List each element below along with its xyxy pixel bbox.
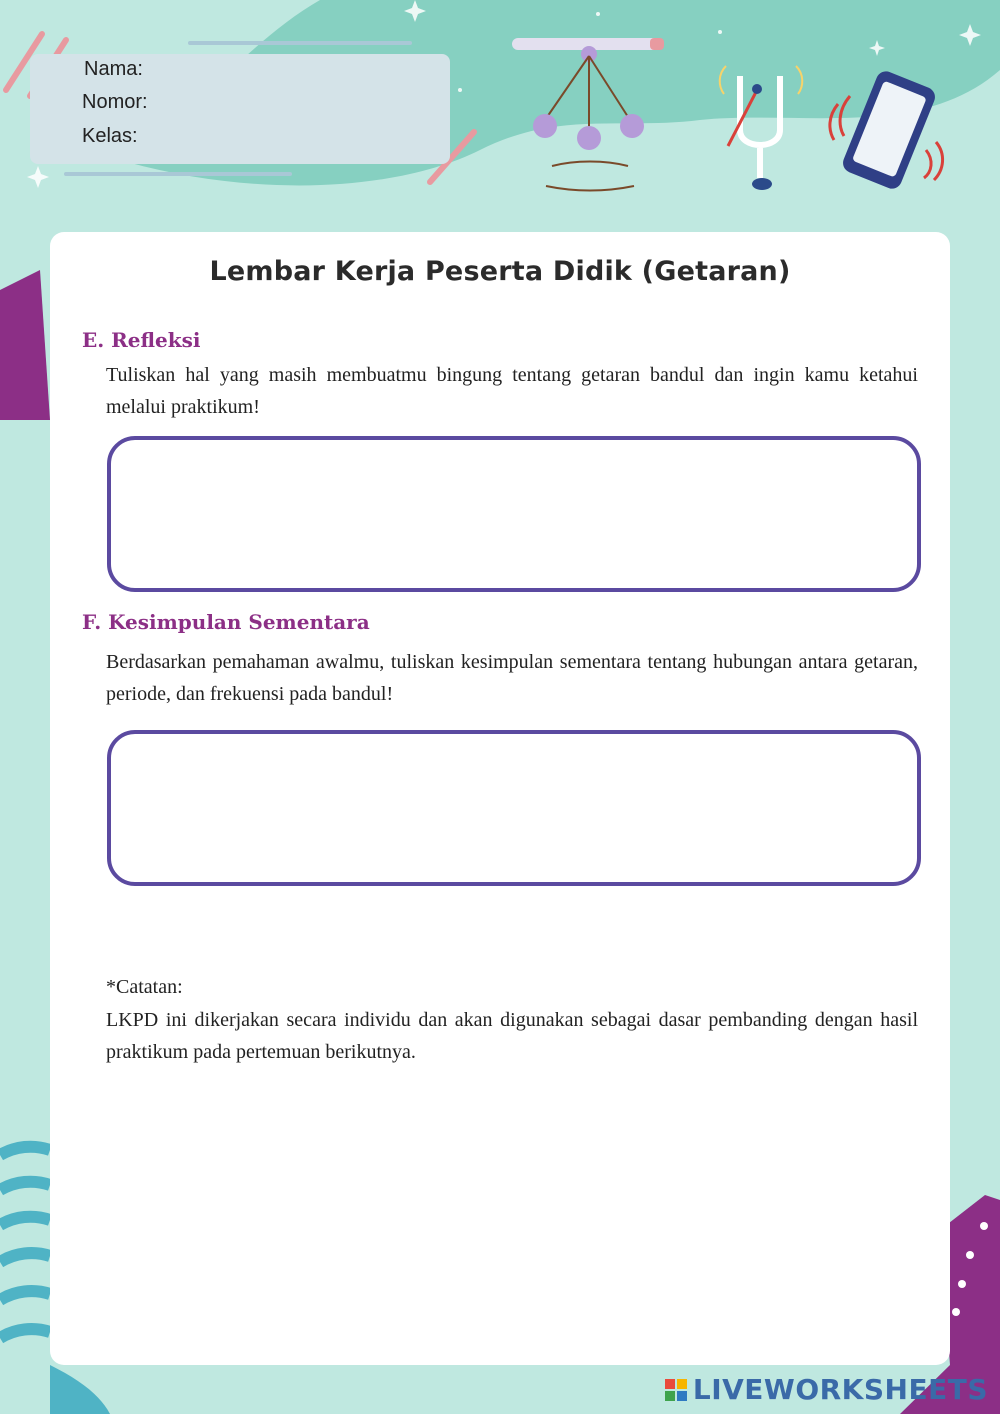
number-field-label: Nomor:: [82, 91, 148, 113]
section-prompt-kesimpulan: Berdasarkan pemahaman awalmu, tuliskan kesimpulan sementara tentang hubungan antara getaran, periode, dan frekuensi pada bandul!: [106, 651, 918, 705]
note-label: *Catatan:: [106, 976, 183, 998]
answer-box-refleksi[interactable]: [107, 436, 921, 592]
answer-box-kesimpulan[interactable]: [107, 730, 921, 886]
watermark-text: LIVEWORKSHEETS: [692, 1373, 988, 1406]
left-purple-blob: [0, 270, 50, 420]
worksheet-title: Lembar Kerja Peserta Didik (Getaran): [209, 256, 791, 287]
note-text: LKPD ini dikerjakan secara individu dan akan digunakan sebagai dasar pembanding dengan hasil praktikum pada pertemuan berikutnya.: [106, 1009, 918, 1063]
section-prompt-refleksi: Tuliskan hal yang masih membuatmu bingung tentang getaran bandul dan ingin kamu ketahui melalui praktikum!: [106, 364, 918, 418]
class-field-label: Kelas:: [82, 125, 138, 147]
liveworksheets-watermark: [665, 1373, 988, 1406]
section-heading-kesimpulan: F. Kesimpulan Sementara: [82, 610, 370, 634]
liveworksheets-logo-icon: [665, 1379, 687, 1401]
name-field-label: Nama:: [84, 58, 143, 80]
bottom-left-arcs: [0, 1147, 50, 1338]
section-heading-refleksi: E. Refleksi: [82, 328, 201, 352]
